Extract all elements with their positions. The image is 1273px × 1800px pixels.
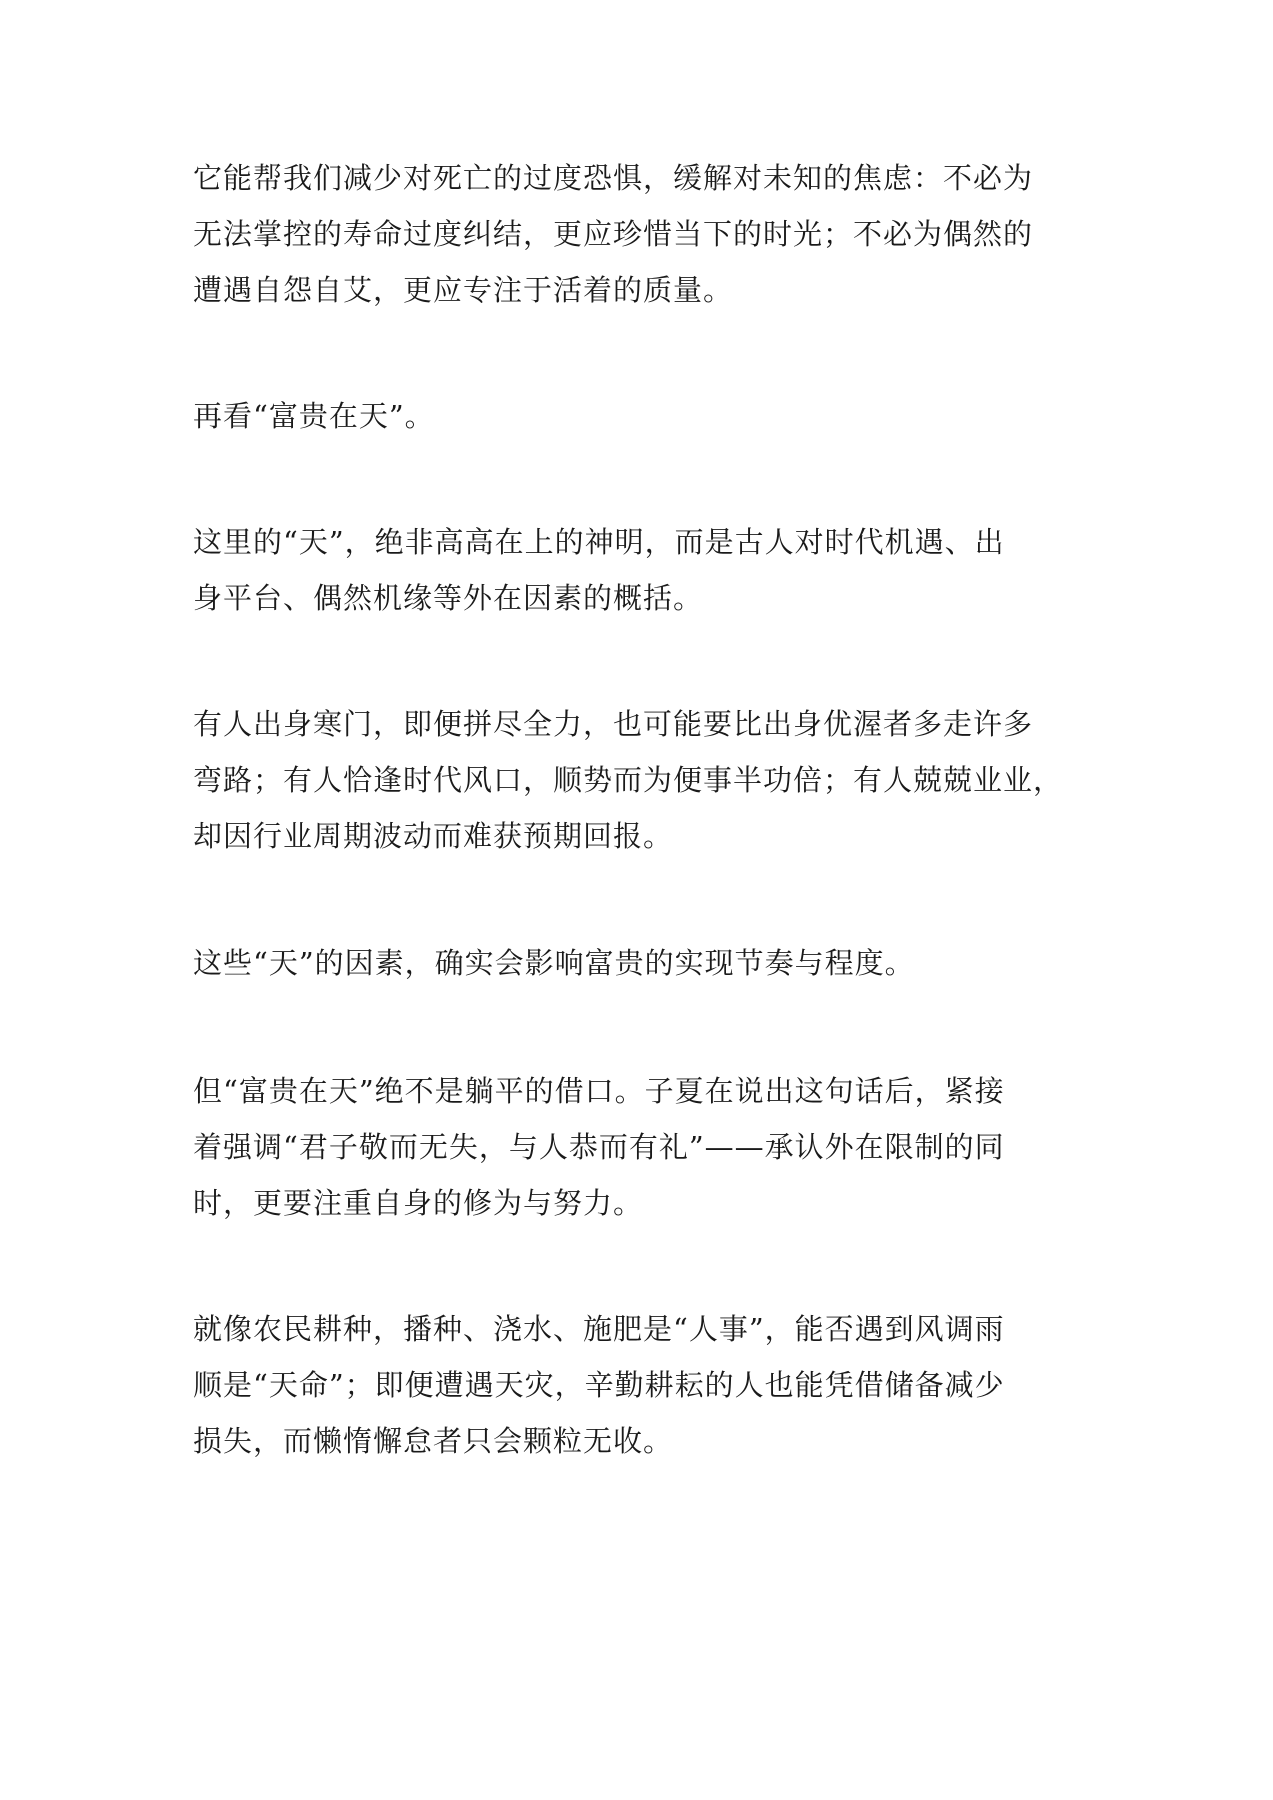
paragraph-line: 这些“天”的因素，确实会影响富贵的实现节奏与程度。 [193, 946, 915, 980]
paragraph-line: 无法掌控的寿命过度纠结，更应珍惜当下的时光；不必为偶然的 [193, 217, 1034, 251]
paragraph-line: 弯路；有人恰逢时代风口，顺势而为便事半功倍；有人兢兢业业， [193, 763, 1064, 797]
paragraph-line: 却因行业周期波动而难获预期回报。 [193, 819, 674, 853]
paragraph-line: 顺是“天命”；即便遭遇天灾，辛勤耕耘的人也能凭借储备减少 [193, 1368, 1005, 1402]
paragraph-line: 着强调“君子敬而无失，与人恭而有礼”——承认外在限制的同 [193, 1130, 1005, 1164]
paragraph-2 [193, 388, 1093, 444]
paragraph-3 [193, 514, 1093, 626]
paragraph-line: 时，更要注重自身的修为与努力。 [193, 1186, 644, 1220]
paragraph-line: 就像农民耕种，播种、浇水、施肥是“人事”，能否遇到风调雨 [193, 1312, 1005, 1346]
paragraph-line: 它能帮我们减少对死亡的过度恐惧，缓解对未知的焦虑：不必为 [193, 161, 1034, 195]
paragraph-5 [193, 935, 1093, 991]
paragraph-line: 这里的“天”，绝非高高在上的神明，而是古人对时代机遇、出 [193, 525, 1005, 559]
paragraph-line: 有人出身寒门，即便拼尽全力，也可能要比出身优渥者多走许多 [193, 707, 1034, 741]
paragraph-4 [193, 696, 1093, 864]
paragraph-line: 损失，而懒惰懈怠者只会颗粒无收。 [193, 1424, 674, 1458]
paragraph-line: 遭遇自怨自艾，更应专注于活着的质量。 [193, 273, 734, 307]
paragraph-line: 再看“富贵在天”。 [193, 399, 435, 433]
paragraph-1 [193, 150, 1093, 318]
paragraph-line: 身平台、偶然机缘等外在因素的概括。 [193, 581, 704, 615]
paragraph-line: 但“富贵在天”绝不是躺平的借口。子夏在说出这句话后，紧接 [193, 1074, 1005, 1108]
paragraph-6 [193, 1063, 1093, 1231]
paragraph-7 [193, 1301, 1093, 1469]
